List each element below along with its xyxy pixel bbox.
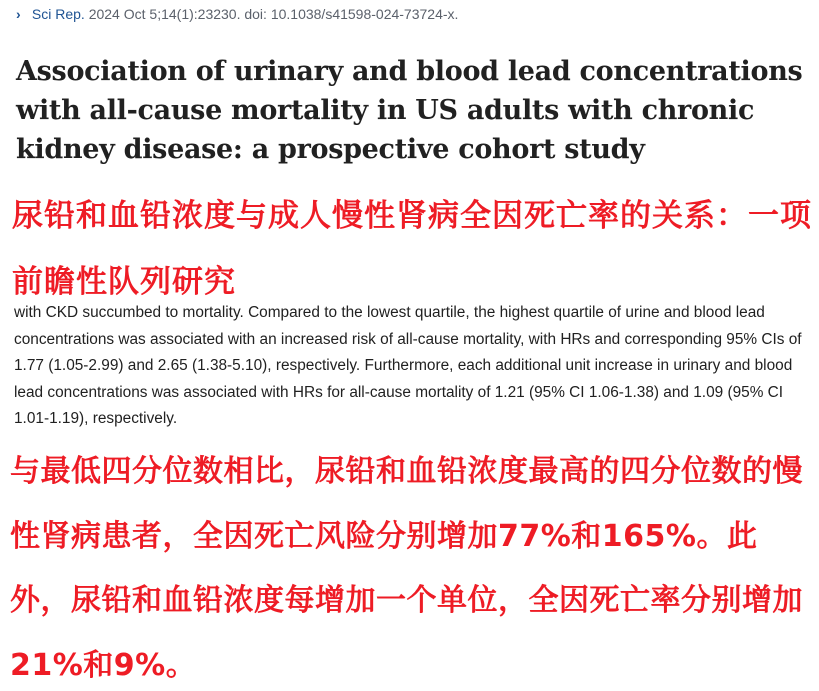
citation-line [16,6,458,22]
citation-details: 2024 Oct 5;14(1):23230. doi: 10.1038/s41598-024-73724-x. [84,6,459,22]
abstract-excerpt-en: with CKD succumbed to mortality. Compared to the lowest quartile, the highest quartile of urine and blood lead concentrations was associated with an increased risk of all-cause mortality, with HRs and corresponding 95% CIs of 1.77 (1.05-2.99) and 2.65 (1.38-5.10), respectively. Furthermore, each additional unit increase in urinary and blood lead concentrations was associated with HRs for all-cause mortality of 1.21 (95% CI 1.06-1.38) and 1.09 (95% CI 1.01-1.19), respectively. [14,304,802,427]
chevron-right-icon[interactable]: › [16,6,21,22]
article-title-en: Association of urinary and blood lead concentrations with all-cause mortality in US adults with chronic kidney disease: a prospective cohort study [16,56,803,165]
article-title-zh: 尿铅和血铅浓度与成人慢性肾病全因死亡率的关系：一项前瞻性队列研究 [12,198,812,300]
journal-link[interactable]: Sci Rep. [31,6,85,22]
abstract-excerpt-zh: 与最低四分位数相比，尿铅和血铅浓度最高的四分位数的慢性肾病患者，全因死亡风险分别增加77%和165%。此外，尿铅和血铅浓度每增加一个单位，全因死亡率分别增加21%和9%。 [10,454,803,683]
